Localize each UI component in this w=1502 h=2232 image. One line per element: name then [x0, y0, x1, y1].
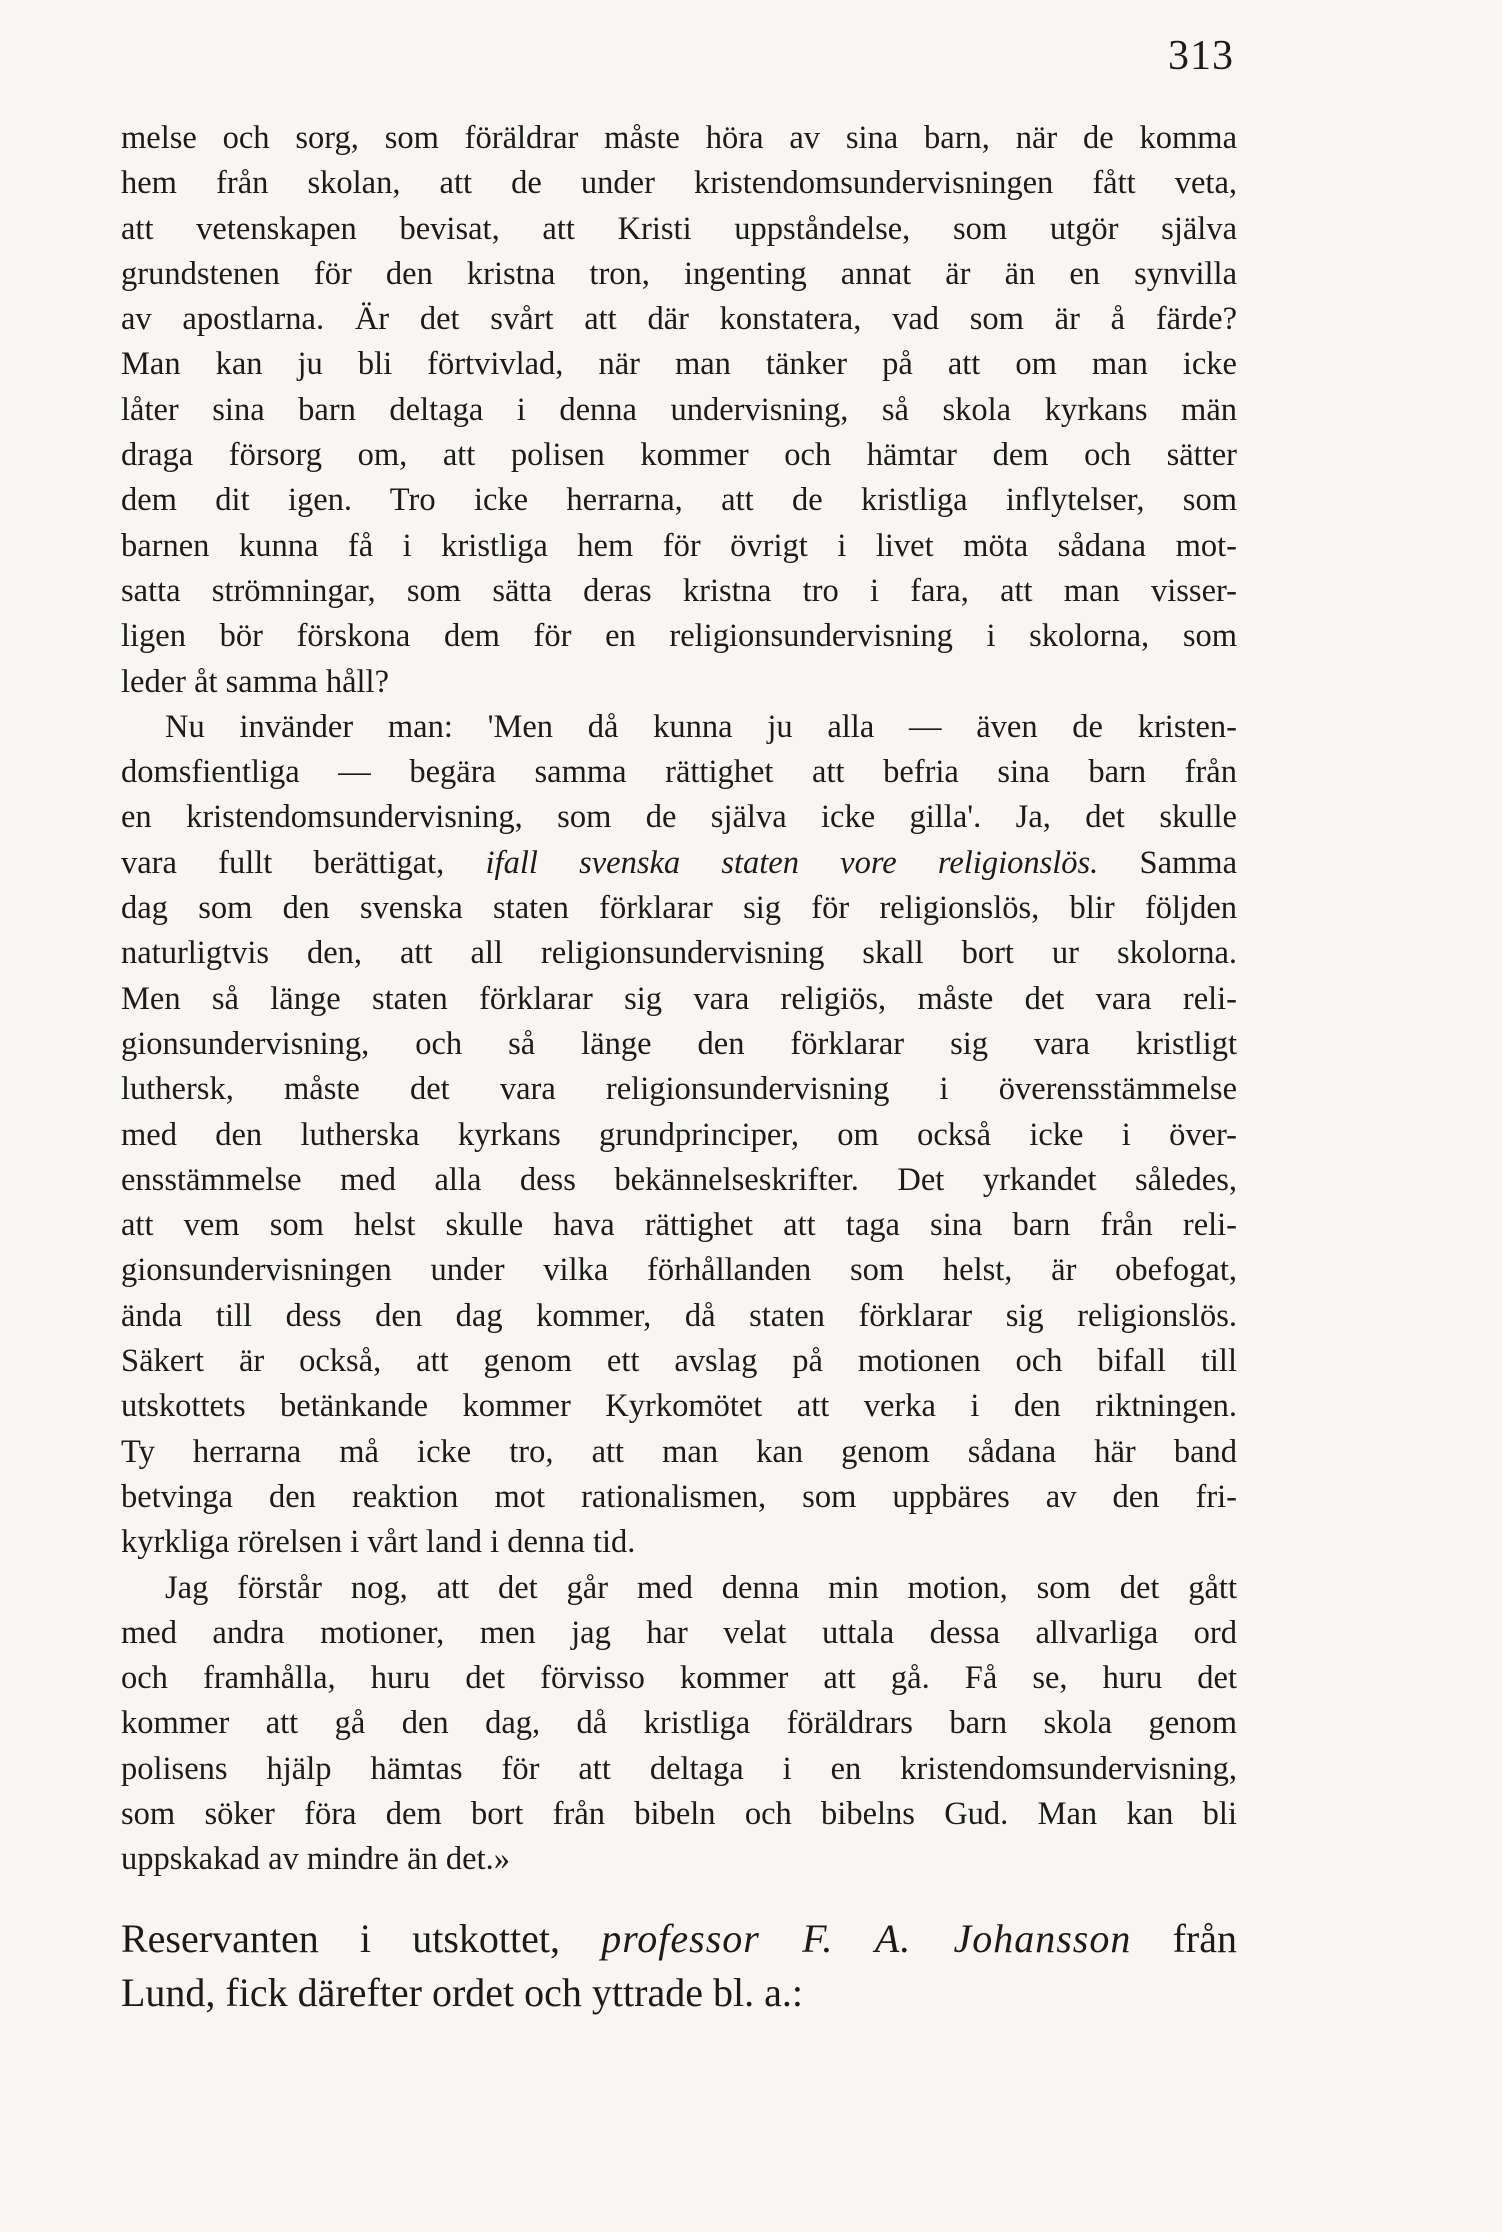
- text-line: en kristendomsundervisning, som de själva icke gilla'. Ja, det skulle: [121, 799, 1237, 836]
- text-line: och framhålla, huru det förvisso kommer att gå. Få se, huru det: [121, 1660, 1237, 1697]
- text-run: vara fullt berättigat,: [121, 844, 486, 881]
- text-line: naturligtvis den, att all religionsundervisning skall bort ur skolorna.: [121, 935, 1237, 972]
- text-line: grundstenen för den kristna tron, ingenting annat är än en synvilla: [121, 255, 1237, 292]
- text-line: dem dit igen. Tro icke herrarna, att de kristliga inflytelser, som: [121, 482, 1237, 519]
- speaker-name: professor F. A. Johansson: [601, 1916, 1132, 1961]
- text-line: uppskakad av mindre än det.»: [121, 1841, 510, 1878]
- text-line: melse och sorg, som föräldrar måste höra av sina barn, när de komma: [121, 120, 1237, 156]
- text-line: hem från skolan, att de under kristendomsundervisningen fått veta,: [121, 165, 1237, 202]
- text-line: ända till dess den dag kommer, då staten förklarar sig religionslös.: [121, 1297, 1237, 1334]
- text-line: med andra motioner, men jag har velat uttala dessa allvarliga ord: [121, 1614, 1237, 1651]
- page-number: 313: [1168, 33, 1234, 79]
- text-line: kyrkliga rörelsen i vårt land i denna tid.: [121, 1524, 636, 1561]
- text-line: betvinga den reaktion mot rationalismen, som uppbäres av den fri-: [121, 1478, 1237, 1515]
- text-line: låter sina barn deltaga i denna undervisning, så skola kyrkans män: [121, 391, 1237, 428]
- closing-line-1: [121, 1912, 1237, 1966]
- text-line: gionsundervisningen under vilka förhållanden som helst, är obefogat,: [121, 1252, 1237, 1289]
- text-line: Ty herrarna må icke tro, att man kan genom sådana här band: [121, 1433, 1237, 1470]
- body-text: [121, 116, 1237, 1883]
- text-line: att vetenskapen bevisat, att Kristi uppståndelse, som utgör själva: [121, 210, 1237, 247]
- text-line: Nu invänder man: 'Men då kunna ju alla — även de kristen-: [165, 708, 1237, 745]
- text-line: gionsundervisning, och så länge den förklarar sig vara kristligt: [121, 1025, 1237, 1062]
- closing-line-2: Lund, fick därefter ordet och yttrade bl. a.:: [121, 1970, 803, 2015]
- text-line: kommer att gå den dag, då kristliga föräldrars barn skola genom: [121, 1705, 1237, 1742]
- closing-paragraph: [121, 1912, 1237, 2020]
- text-line: ligen bör förskona dem för en religionsundervisning i skolorna, som: [121, 618, 1237, 655]
- text-line: att vem som helst skulle hava rättighet att taga sina barn från reli-: [121, 1207, 1237, 1244]
- text-run: Samma: [1098, 844, 1237, 881]
- text-line: satta strömningar, som sätta deras kristna tro i fara, att man visser-: [121, 572, 1237, 609]
- text-line: luthersk, måste det vara religionsundervisning i överensstämmelse: [121, 1071, 1237, 1108]
- text-run: från: [1131, 1916, 1237, 1961]
- text-line: polisens hjälp hämtas för att deltaga i en kristendomsundervisning,: [121, 1750, 1237, 1787]
- text-line: ensstämmelse med alla dess bekännelseskrifter. Det yrkandet således,: [121, 1161, 1237, 1198]
- text-line: domsfientliga — begära samma rättighet att befria sina barn från: [121, 754, 1237, 791]
- text-line: Jag förstår nog, att det går med denna min motion, som det gått: [165, 1569, 1237, 1606]
- text-line: leder åt samma håll?: [121, 663, 389, 700]
- text-line-with-italic: [121, 841, 1237, 886]
- text-line: Men så länge staten förklarar sig vara religiös, måste det vara reli-: [121, 980, 1237, 1017]
- text-run: Reservanten i utskottet,: [121, 1916, 602, 1961]
- italic-phrase: ifall svenska staten vore religionslös.: [485, 844, 1099, 881]
- text-line: med den lutherska kyrkans grundprinciper, om också icke i över-: [121, 1116, 1237, 1153]
- text-line: av apostlarna. Är det svårt att där konstatera, vad som är å färde?: [121, 301, 1237, 338]
- text-line: som söker föra dem bort från bibeln och bibelns Gud. Man kan bli: [121, 1795, 1237, 1832]
- text-line: Man kan ju bli förtvivlad, när man tänker på att om man icke: [121, 346, 1237, 383]
- text-line: Säkert är också, att genom ett avslag på motionen och bifall till: [121, 1343, 1237, 1380]
- text-line: draga försorg om, att polisen kommer och hämtar dem och sätter: [121, 437, 1237, 474]
- text-line: dag som den svenska staten förklarar sig för religionslös, blir följden: [121, 890, 1237, 927]
- text-line: utskottets betänkande kommer Kyrkomötet att verka i den riktningen.: [121, 1388, 1237, 1425]
- text-line: barnen kunna få i kristliga hem för övrigt i livet möta sådana mot-: [121, 527, 1237, 564]
